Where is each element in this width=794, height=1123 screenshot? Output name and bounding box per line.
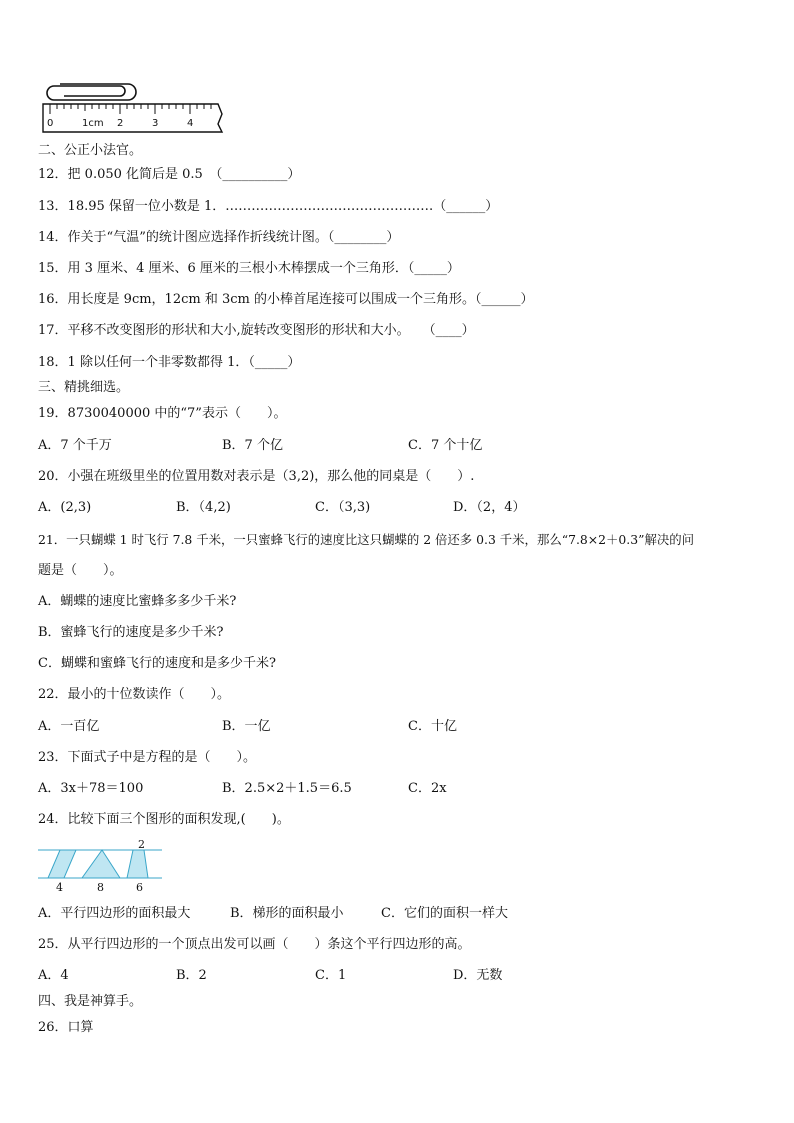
q22-option-c: C．十亿	[408, 719, 457, 734]
ruler-label-3: 3	[152, 118, 159, 129]
q23-option-c: C．2x	[408, 781, 447, 796]
ruler-label-2: 2	[117, 118, 124, 129]
section-heading-2: 二、公正小法官。	[38, 143, 143, 158]
question-21-stem-line2: 题是（ ）。	[38, 563, 123, 578]
question-12: 12．把 0.050 化简后是 0.5 （__________）	[38, 167, 301, 182]
question-18: 18．1 除以任何一个非零数都得 1．（_____）	[38, 355, 301, 370]
q25-option-a: A．4	[38, 968, 69, 983]
ruler-label-0: 0	[47, 118, 54, 129]
q25-option-c: C．1	[315, 968, 347, 983]
question-13: 13．18.95 保留一位小数是 1．…………………………………………（______）	[38, 199, 499, 214]
ruler-label-4: 4	[187, 118, 194, 129]
question-21-stem-line1: 21．一只蝴蝶 1 时飞行 7.8 千米，一只蜜蜂飞行的速度比这只蝴蝶的 2 倍还多 0.3 千米，那么“7.8×2＋0.3”解决的问	[38, 532, 695, 547]
q22-option-b: B．一亿	[222, 719, 271, 734]
triangle-base-label: 8	[97, 881, 104, 894]
q19-option-b: B．7 个亿	[222, 438, 283, 453]
trapezoid-base-label: 6	[136, 881, 143, 894]
q25-option-d: D．无数	[453, 968, 503, 983]
ruler-figure	[40, 80, 230, 136]
question-23-stem: 23．下面式子中是方程的是（ ）。	[38, 750, 257, 765]
q23-option-a: A．3x＋78＝100	[38, 781, 144, 796]
triangle-shape	[82, 850, 120, 878]
ruler-body	[43, 104, 222, 132]
q24-option-b: B．梯形的面积最小	[230, 906, 344, 921]
trapezoid-shape	[127, 850, 148, 878]
ruler-label-1cm: 1cm	[82, 118, 104, 129]
q21-option-b: B．蜜蜂飞行的速度是多少千米?	[38, 625, 224, 640]
q21-option-a: A．蝴蝶的速度比蜜蜂多多少千米?	[38, 594, 237, 609]
section-heading-4: 四、我是神算手。	[38, 994, 143, 1009]
q19-option-c: C．7 个十亿	[408, 438, 483, 453]
question-25-stem: 25．从平行四边形的一个顶点出发可以画（ ）条这个平行四边形的高。	[38, 937, 471, 952]
q19-option-a: A．7 个千万	[38, 438, 112, 453]
q22-option-a: A．一百亿	[38, 719, 100, 734]
section-heading-3: 三、精挑细选。	[38, 380, 130, 395]
q20-option-c: C．（3,3)	[315, 500, 371, 515]
question-14: 14．作关于“气温”的统计图应选择作折线统计图。（________）	[38, 230, 400, 245]
q20-option-b: B．（4,2)	[176, 500, 231, 515]
q24-option-c: C．它们的面积一样大	[381, 906, 508, 921]
trapezoid-top-label: 2	[138, 838, 145, 851]
q23-option-b: B．2.5×2＋1.5＝6.5	[222, 781, 352, 796]
parallelogram-base-label: 4	[56, 881, 63, 894]
question-19-stem: 19．8730040000 中的“7”表示（ ）。	[38, 406, 287, 421]
question-22-stem: 22．最小的十位数读作（ ）。	[38, 687, 231, 702]
question-24-stem: 24．比较下面三个图形的面积发现,( )。	[38, 812, 290, 827]
question-20-stem: 20．小强在班级里坐的位置用数对表示是（3,2)，那么他的同桌是（ ）.	[38, 469, 475, 484]
q25-option-b: B．2	[176, 968, 207, 983]
q20-option-d: D．（2，4）	[453, 500, 526, 515]
q20-option-a: A．(2,3)	[38, 500, 92, 515]
question-15: 15．用 3 厘米、4 厘米、6 厘米的三根小木棒摆成一个三角形．（_____）	[38, 261, 460, 276]
q24-shapes-figure	[36, 838, 166, 894]
question-26: 26．口算	[38, 1020, 94, 1035]
q21-option-c: C．蝴蝶和蜜蜂飞行的速度和是多少千米?	[38, 656, 276, 671]
question-17: 17．平移不改变图形的形状和大小,旋转改变图形的形状和大小。 （____）	[38, 323, 475, 338]
q24-option-a: A．平行四边形的面积最大	[38, 906, 191, 921]
question-16: 16．用长度是 9cm，12cm 和 3cm 的小棒首尾连接可以围成一个三角形。（______）	[38, 292, 534, 307]
paper-clip-icon	[47, 84, 136, 100]
parallelogram-shape	[48, 850, 76, 878]
